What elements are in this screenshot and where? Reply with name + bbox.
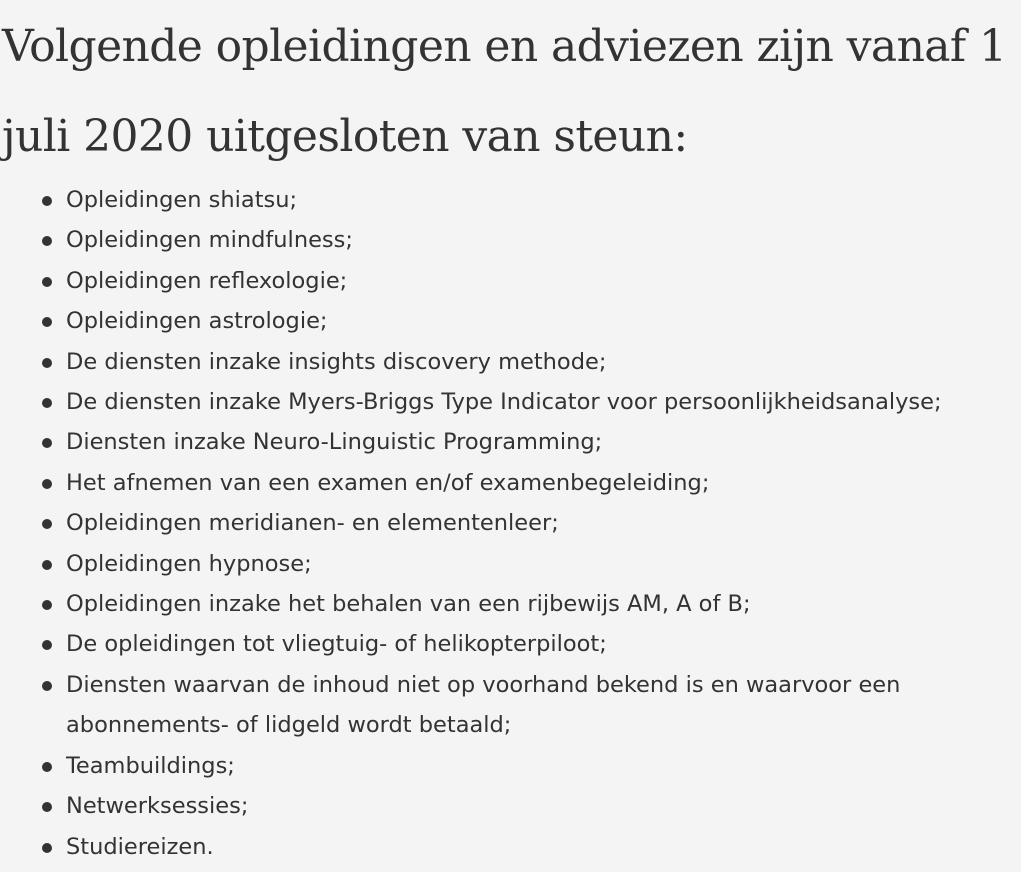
list-item: [0, 261, 1000, 301]
list-item: [0, 584, 1000, 624]
bullet-icon: [42, 438, 52, 448]
list-item: [0, 786, 1000, 826]
bullet-icon: [42, 277, 52, 287]
bullet-icon: [42, 843, 52, 853]
list-item-text: Opleidingen inzake het behalen van een rijbewijs AM, A of B;: [66, 591, 751, 618]
list-item: [0, 342, 1000, 382]
list-item-text: De diensten inzake Myers-Briggs Type Indicator voor persoonlijkheidsanalyse;: [66, 389, 942, 416]
list-item-text: Opleidingen meridianen- en elementenleer;: [66, 510, 559, 537]
page-heading: Volgende opleidingen en adviezen zijn vanaf 1 juli 2020 uitgesloten van steun:: [2, 21, 1007, 162]
list-item-text: Het afnemen van een examen en/of examenbegeleiding;: [66, 469, 710, 496]
list-item-text: Teambuildings;: [66, 752, 235, 779]
bullet-icon: [42, 358, 52, 368]
list-item-text: Diensten inzake Neuro-Linguistic Programming;: [66, 429, 603, 456]
list-item-text: Opleidingen shiatsu;: [66, 187, 298, 213]
bullet-icon: [42, 600, 52, 610]
bullet-icon: [42, 398, 52, 408]
bullet-icon: [42, 802, 52, 812]
bullet-icon: [42, 317, 52, 327]
bullet-icon: [42, 640, 52, 650]
list-item: [0, 503, 1000, 543]
bullet-icon: [42, 519, 52, 529]
list-item: [0, 463, 1000, 503]
list-item-text: Opleidingen mindfulness;: [66, 227, 353, 254]
list-item: [0, 827, 1000, 867]
list-item: [0, 544, 1000, 584]
list-item: [0, 746, 1000, 786]
bullet-icon: [42, 479, 52, 489]
list-item: [0, 180, 1000, 220]
bullet-icon: [42, 560, 52, 570]
list-item-text: Studiereizen.: [66, 833, 214, 860]
list-item: [0, 665, 1000, 746]
bullet-icon: [42, 196, 52, 206]
list-item-text: Opleidingen reflexologie;: [66, 267, 348, 294]
list-item: [0, 301, 1000, 341]
list-item-text: De diensten inzake insights discovery methode;: [66, 348, 607, 375]
list-item: [0, 624, 1000, 664]
list-item-text: Diensten waarvan de inhoud niet op voorhand bekend is en waarvoor een abonnements- of lidgeld wordt betaald;: [66, 671, 901, 739]
list-item-text: Netwerksessies;: [66, 793, 249, 820]
list-item-text: Opleidingen hypnose;: [66, 550, 312, 577]
bullet-icon: [42, 681, 52, 691]
list-item: [0, 220, 1000, 260]
list-item: [0, 382, 1000, 422]
bullet-icon: [42, 762, 52, 772]
list-item-text: De opleidingen tot vliegtuig- of helikopterpiloot;: [66, 631, 607, 658]
bullet-icon: [42, 236, 52, 246]
list-item: [0, 422, 1000, 462]
excluded-trainings-list: [0, 180, 1000, 867]
list-item-text: Opleidingen astrologie;: [66, 308, 328, 335]
